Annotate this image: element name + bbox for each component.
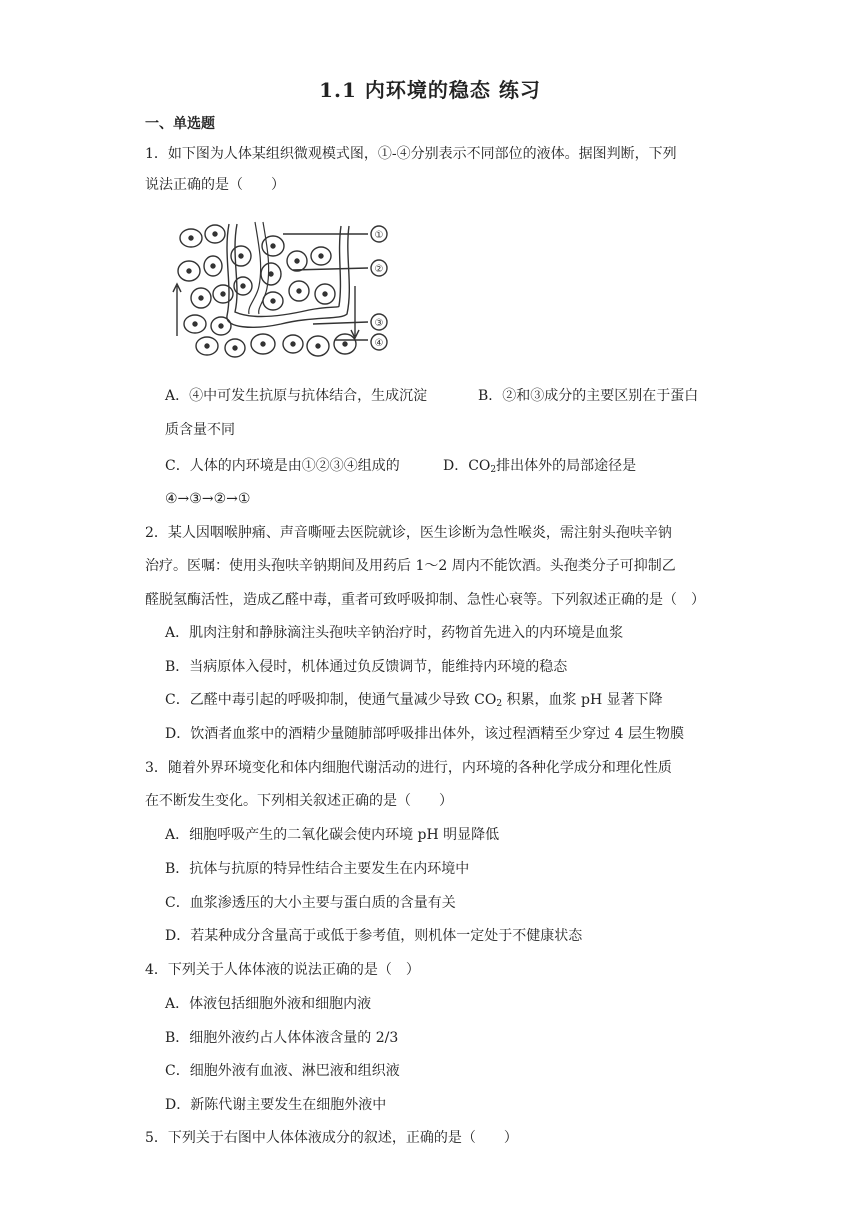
q3-option-d: D．若某种成分含量高于或低于参考值，则机体一定处于不健康状态 bbox=[165, 928, 583, 944]
q4-option-d: D．新陈代谢主要发生在细胞外液中 bbox=[165, 1097, 387, 1113]
question-2-line-1: 2．某人因咽喉肿痛、声音嘶哑去医院就诊，医生诊断为急性喉炎，需注射头孢呋辛钠 bbox=[145, 525, 672, 541]
question-1-line-1: 1．如下图为人体某组织微观模式图，①-④分别表示不同部位的液体。据图判断，下列 bbox=[145, 146, 677, 162]
figure-label-2: ② bbox=[374, 264, 384, 275]
q4-option-b: B．细胞外液约占人体体液含量的 2/3 bbox=[165, 1030, 399, 1046]
q1-option-d bbox=[443, 456, 636, 476]
question-1-line-2: 说法正确的是（ ） bbox=[145, 177, 285, 193]
q2-option-c-pre: C．乙醛中毒引起的呼吸抑制，使通气量减少导致 CO bbox=[165, 692, 497, 708]
page-title: 1.1 内环境的稳态 练习 bbox=[319, 78, 541, 102]
q2-option-c bbox=[165, 690, 663, 710]
q1-option-c: C．人体的内环境是由①②③④组成的 bbox=[165, 458, 400, 474]
tissue-diagram bbox=[163, 216, 403, 366]
question-2-line-3: 醛脱氢酶活性，造成乙醛中毒，重者可致呼吸抑制、急性心衰等。下列叙述正确的是（ ） bbox=[145, 592, 705, 608]
q1-option-d-pre: D．CO bbox=[443, 458, 491, 474]
section-heading: 一、单选题 bbox=[145, 116, 215, 132]
q4-option-a: A．体液包括细胞外液和细胞内液 bbox=[165, 996, 372, 1012]
question-3-line-2: 在不断发生变化。下列相关叙述正确的是（ ） bbox=[145, 793, 453, 809]
q2-option-b: B．当病原体入侵时，机体通过负反馈调节，能维持内环境的稳态 bbox=[165, 659, 568, 675]
q1-option-a: A．④中可发生抗原与抗体结合，生成沉淀 bbox=[165, 388, 428, 404]
q3-option-c: C．血浆渗透压的大小主要与蛋白质的含量有关 bbox=[165, 895, 456, 911]
question-4-line-1: 4．下列关于人体体液的说法正确的是（ ） bbox=[145, 962, 420, 978]
q4-option-c: C．细胞外液有血液、淋巴液和组织液 bbox=[165, 1063, 400, 1079]
question-5-line-1: 5．下列关于右图中人体体液成分的叙述，正确的是（ ） bbox=[145, 1130, 518, 1146]
figure-label-4: ④ bbox=[374, 338, 384, 349]
q2-option-a: A．肌肉注射和静脉滴注头孢呋辛钠治疗时，药物首先进入的内环境是血浆 bbox=[165, 625, 624, 641]
q1-option-d-sub: 2 bbox=[490, 465, 497, 475]
figure-label-3: ③ bbox=[374, 318, 384, 329]
q1-option-b: B．②和③成分的主要区别在于蛋白 bbox=[478, 388, 699, 404]
question-3-line-1: 3．随着外界环境变化和体内细胞代谢活动的进行，内环境的各种化学成分和理化性质 bbox=[145, 760, 672, 776]
q2-option-c-post: 积累，血浆 pH 显著下降 bbox=[502, 692, 663, 708]
q3-option-a: A．细胞呼吸产生的二氧化碳会使内环境 pH 明显降低 bbox=[165, 827, 500, 843]
q1-option-b-cont: 质含量不同 bbox=[165, 422, 235, 438]
q2-option-d: D．饮酒者血浆中的酒精少量随肺部呼吸排出体外，该过程酒精至少穿过 4 层生物膜 bbox=[165, 726, 685, 742]
q1-option-d-post: 排出体外的局部途径是 bbox=[496, 458, 637, 474]
question-2-line-2: 治疗。医嘱：使用头孢呋辛钠期间及用药后 1～2 周内不能饮酒。头孢类分子可抑制乙 bbox=[145, 558, 676, 574]
figure-label-1: ① bbox=[374, 230, 384, 241]
q3-option-b: B．抗体与抗原的特异性结合主要发生在内环境中 bbox=[165, 861, 470, 877]
q2-option-c-sub: 2 bbox=[496, 699, 503, 709]
q1-option-d-cont: ④→③→②→① bbox=[165, 491, 251, 507]
